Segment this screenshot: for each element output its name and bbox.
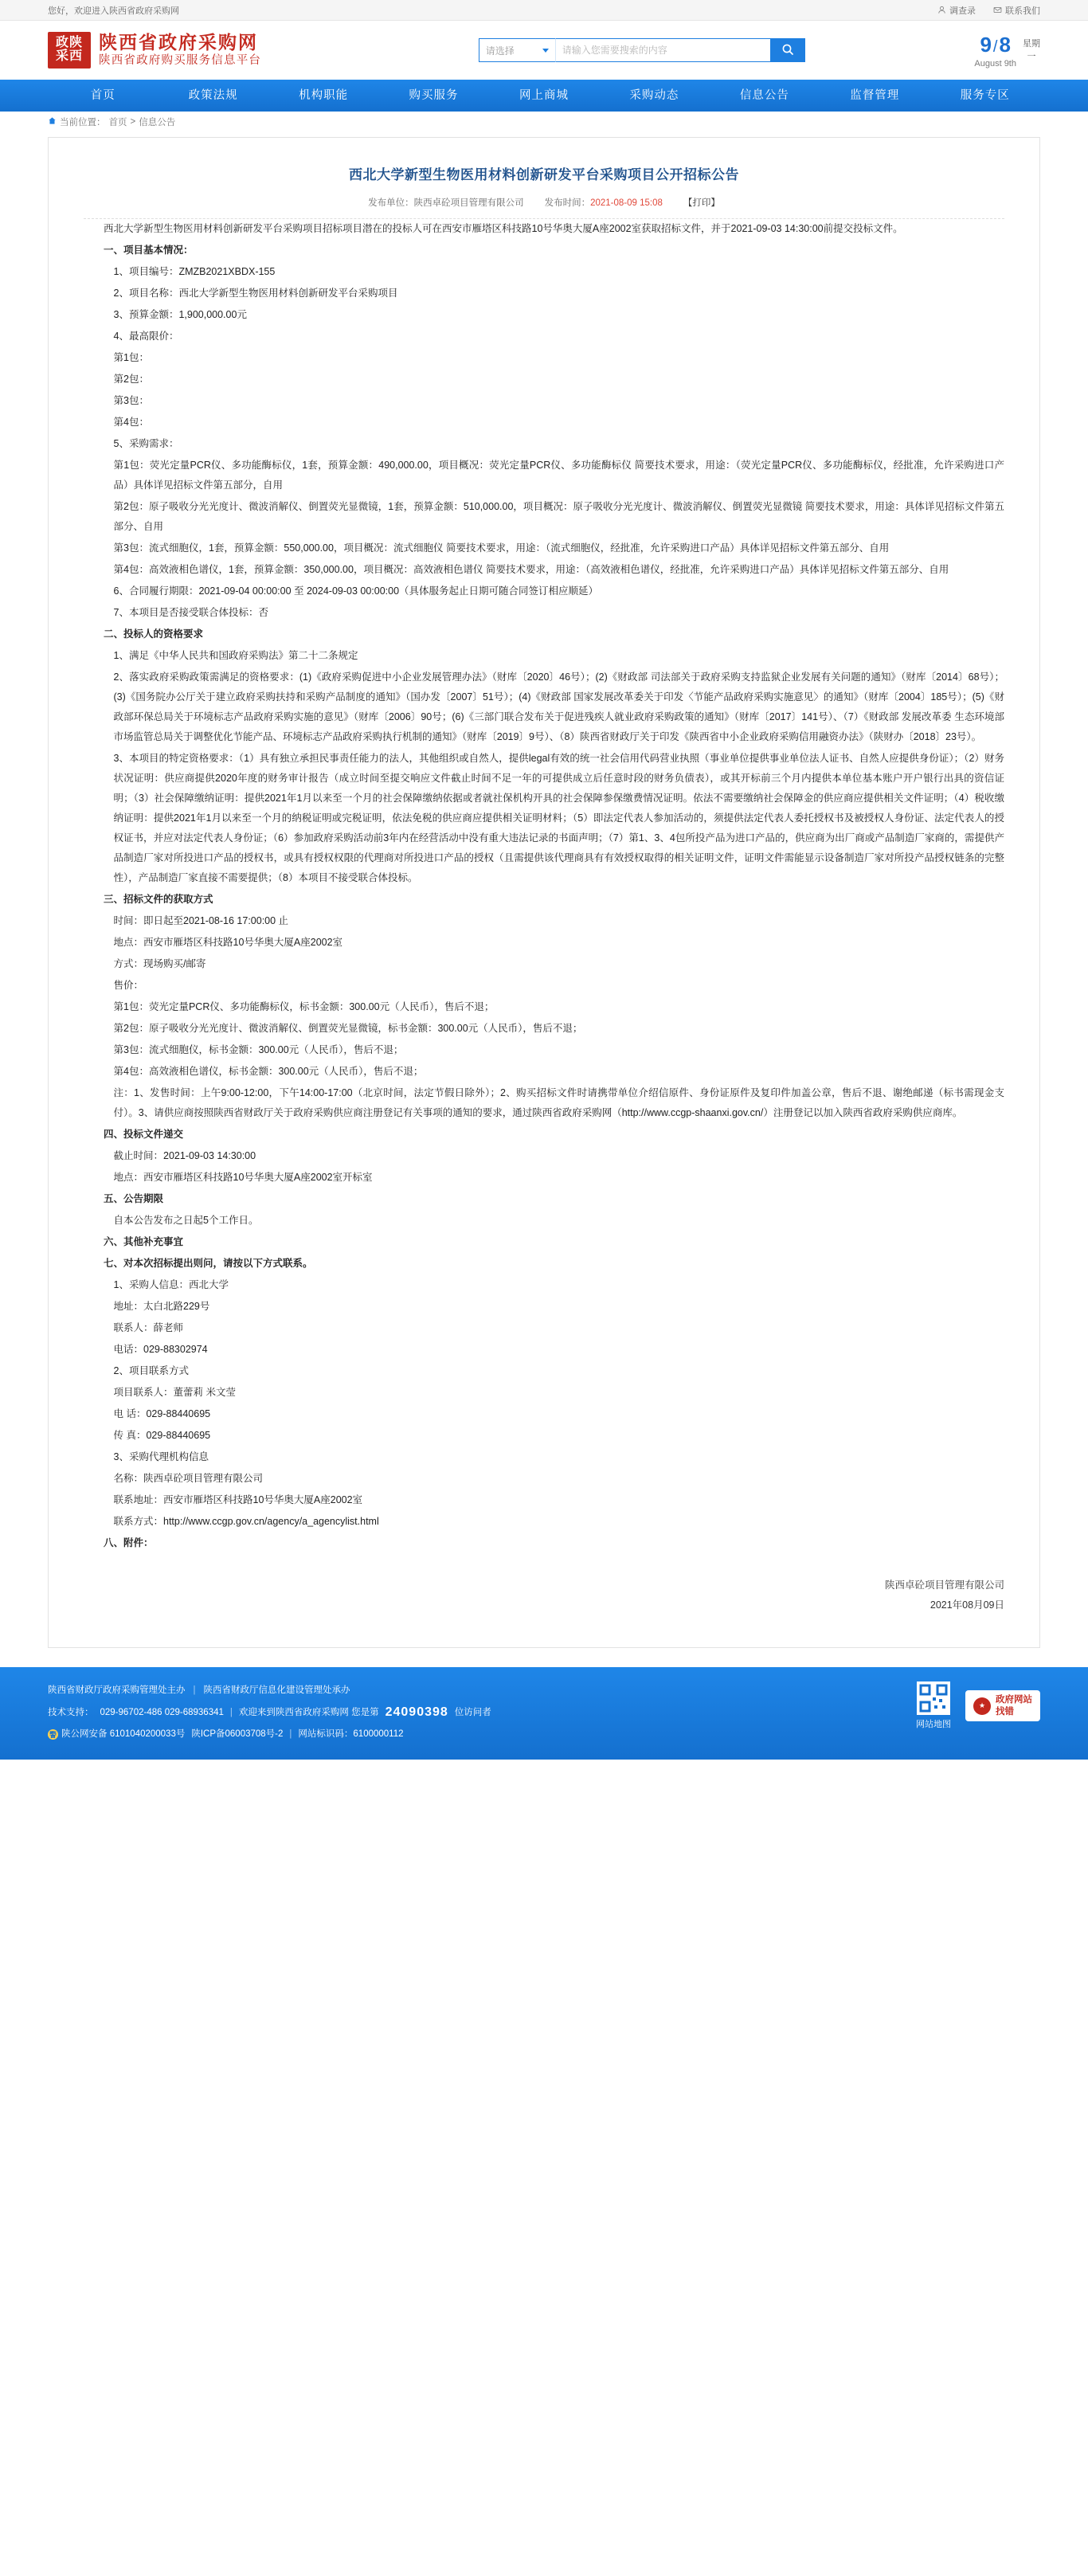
section-heading: 二、投标人的资格要求: [104, 628, 204, 640]
logo-text-1: 政陕: [55, 36, 83, 50]
publish-time: [545, 196, 663, 209]
section-line: 2、落实政府采购政策需满足的资格要求：(1)《政府采购促进中小企业发展管理办法》（财库〔2020〕46号）；(2)《财政部 司法部关于政府采购支持监狱企业发展有关问题的通知》（财库〔2014〕68号）；(3)《国务院办公厅关于建立政府采购扶持和采购产品制度的通知》（国办发〔2007〕51号）；(4)《财政部 国家发展改革委关于印发〈节能产品政府采购实施意见〉的通知》（财库〔2004〕185号）；(5)《财政部环保总局关于环境标志产品政府采购实施的意见》（财库〔2006〕90号；(6)《三部门联合发布关于促进残疾人就业政府采购政策的通知》（财库〔2017〕141号）、（7）《财政部 发展改革委 生态环境部 市场监管总局关于调整优化节能产品、环境标志产品政府采购执行机制的通知》（财库〔2019〕9号）、（8）陕西省财政厅关于印发《陕西省中小企业政府采购信用融资办法》（陕财办〔2018〕23号）。: [113, 671, 1004, 742]
search-bar: [479, 38, 805, 62]
date-slash: /: [992, 37, 998, 56]
qr-code-icon: [917, 1681, 950, 1715]
breadcrumb: [0, 112, 1088, 132]
gov-badge-text: [996, 1694, 1032, 1717]
section-line: 2、项目名称：西北大学新型生物医用材料创新研发平台采购项目: [113, 288, 398, 299]
section-line: 第2包：: [113, 374, 149, 385]
brand-text: [99, 32, 261, 68]
greeting-text: 您好，欢迎进入陕西省政府采购网: [48, 6, 179, 16]
section-line: 3、预算金额：1,900,000.00元: [113, 309, 247, 320]
nav-item-5[interactable]: 采购动态: [629, 89, 679, 102]
survey-link-label: 调查录: [949, 6, 976, 16]
section-line: 联系人：薛老师: [113, 1322, 184, 1333]
gov-website-badge[interactable]: [965, 1690, 1040, 1721]
sitemap-block[interactable]: [916, 1681, 951, 1730]
gov-badge-line2: 找错: [996, 1706, 1014, 1717]
police-record[interactable]: [48, 1725, 185, 1744]
section-line: 1、满足《中华人民共和国政府采购法》第二十二条规定: [113, 650, 358, 661]
section-line: 3、采购代理机构信息: [113, 1451, 209, 1462]
nav-item-7[interactable]: 监督管理: [850, 89, 900, 102]
weekday-value: 一: [1027, 52, 1036, 61]
footer-record-row: [48, 1725, 491, 1744]
nav-item-8[interactable]: 服务专区: [960, 89, 1010, 102]
breadcrumb-prefix: 当前位置：: [60, 118, 106, 127]
doc-lead: 西北大学新型生物医用材料创新研发平台采购项目招标项目潜在的投标人可在西安市雁塔区科技路10号华奥大厦A座2002室获取招标文件，并于2021-09-03 14:30:00前提交投标文件。: [104, 223, 903, 234]
utility-links: [937, 4, 1040, 17]
search-category-select[interactable]: [479, 38, 555, 62]
section-line: 名称：陕西卓砼项目管理有限公司: [113, 1473, 264, 1484]
gov-seal-icon: ★: [973, 1697, 991, 1715]
section-line: 传 真：029-88440695: [113, 1430, 211, 1441]
publisher: [368, 196, 524, 209]
breadcrumb-item-current[interactable]: 信息公告: [139, 118, 176, 127]
survey-link[interactable]: [937, 4, 976, 17]
section-line: 注：1、发售时间：上午9:00-12:00，下午14:00-17:00（北京时间，法定节假日除外）；2、购买招标文件时请携带单位介绍信原件、身份证原件及复印件加盖公章，售后不退、谢绝邮递（标书需现金支付）。3、请供应商按照陕西省财政厅关于政府采购供应商注册登记有关事项的通知的要求，通过陕西省政府采购网（http://www.ccgp-shaanxi.gov.cn/）注册登记以加入陕西省政府采购供应商库。: [113, 1087, 1004, 1118]
doc-sections: [84, 241, 1004, 1553]
search-category-value: 请选择: [485, 45, 515, 57]
nav-item-2[interactable]: 机构职能: [299, 89, 349, 102]
nav-item-0[interactable]: 首页: [90, 89, 115, 102]
date-english: August 9th: [974, 58, 1016, 69]
date-month: 9: [980, 32, 992, 57]
nav-item-4[interactable]: 网上商城: [519, 89, 569, 102]
visits-welcome: 欢迎来到陕西省政府采购网 您是第: [238, 1707, 379, 1717]
section-line: 1、项目编号：ZMZB2021XBDX-155: [113, 266, 276, 277]
chevron-down-icon: [542, 49, 549, 53]
search-icon: [781, 43, 794, 58]
announcement-card: [48, 137, 1040, 1648]
section-line: 第1包：荧光定量PCR仪、多功能酶标仪，标书金额：300.00元（人民币），售后不退；: [113, 1001, 495, 1012]
publisher-value: 陕西卓砼项目管理有限公司: [413, 198, 524, 208]
doc-meta: [84, 196, 1004, 219]
section-heading: 三、招标文件的获取方式: [104, 894, 213, 905]
breadcrumb-separator: >: [130, 117, 136, 127]
home-icon: [48, 116, 57, 127]
footer-support-row: [48, 1700, 491, 1725]
police-record-text: 陕公网安备 6101040200033号: [61, 1729, 186, 1739]
logo-text-2: 采西: [55, 49, 83, 63]
section-line: 电话：029-88302974: [113, 1344, 208, 1355]
support-label: 技术支持：: [48, 1707, 94, 1717]
section-line: 第3包：: [113, 395, 149, 406]
section-line: 时间：即日起至2021-08-16 17:00:00 止: [113, 915, 289, 926]
visits-count: 24090398: [385, 1705, 448, 1719]
section-heading: 七、对本次招标提出则问，请按以下方式联系。: [104, 1258, 313, 1269]
site-header: [0, 21, 1088, 80]
date-widget: [974, 33, 1040, 69]
support-phone: 029-96702-486 029-68936341: [100, 1707, 224, 1717]
user-icon: [937, 6, 946, 14]
section-line: 2、项目联系方式: [113, 1365, 189, 1376]
section-line: 4、最高限价：: [113, 331, 179, 342]
section-line: 截止时间：2021-09-03 14:30:00: [113, 1150, 256, 1161]
icp-record[interactable]: 陕ICP备06003708号-2: [191, 1729, 284, 1739]
footer-org-2: 陕西省财政厅信息化建设管理处承办: [203, 1685, 350, 1695]
footer-org-links: [48, 1681, 491, 1700]
search-input[interactable]: [555, 38, 770, 62]
weekday: [1023, 37, 1040, 64]
section-line: 6、合同履行期限：2021-09-04 00:00:00 至 2024-09-03 00:00:00（具体服务起止日期可随合同签订相应顺延）: [113, 585, 599, 597]
section-line: 地址：太白北路229号: [113, 1301, 210, 1312]
section-line: 第2包：原子吸收分光光度计、微波消解仪、倒置荧光显微镜，标书金额：300.00元（人民币），售后不退；: [113, 1023, 583, 1034]
section-line: 第1包：: [113, 352, 149, 363]
nav-item-6[interactable]: 信息公告: [739, 89, 789, 102]
signature-company: 陕西卓砼项目管理有限公司: [884, 1580, 1004, 1591]
site-identifier: 网站标识码：6100000112: [298, 1729, 404, 1739]
section-line: 第2包：原子吸收分光光度计、微波消解仪、倒置荧光显微镜，1套，预算金额：510,000.00，项目概况：原子吸收分光光度计、微波消解仪、倒置荧光显微镜 简要技术要求，用途：具体详见招标文件第五部分、自用: [113, 501, 1004, 532]
footer-right: [916, 1681, 1040, 1730]
section-heading: 六、其他补充事宜: [104, 1236, 184, 1247]
section-heading: 八、附件：: [104, 1537, 154, 1548]
section-line: 第4包：高效液相色谱仪，1套，预算金额：350,000.00，项目概况：高效液相色谱仪 简要技术要求，用途：（高效液相色谱仪，经批准，允许采购进口产品）具体详见招标文件第五部分、自用: [113, 564, 949, 575]
sitemap-label: 网站地图: [916, 1720, 951, 1729]
footer-divider-3: |: [289, 1729, 292, 1739]
section-line: 1、采购人信息：西北大学: [113, 1279, 229, 1290]
contact-link-label: 联系我们: [1005, 6, 1040, 16]
nav-item-1[interactable]: 政策法规: [188, 89, 238, 102]
section-line: 项目联系人：董蕾莉 米文莹: [113, 1387, 236, 1398]
contact-link[interactable]: [993, 4, 1040, 17]
publish-time-label: 发布时间：: [544, 198, 591, 208]
content-wrap: [0, 132, 1088, 1648]
section-line: 地点：西安市雁塔区科技路10号华奥大厦A座2002室开标室: [113, 1172, 373, 1183]
brand[interactable]: [48, 32, 261, 69]
section-line: 第3包：流式细胞仪，1套，预算金额：550,000.00，项目概况：流式细胞仪 简要技术要求，用途：（流式细胞仪，经批准，允许采购进口产品）具体详见招标文件第五部分、自用: [113, 542, 890, 554]
signature-date: 2021年08月09日: [929, 1599, 1004, 1611]
site-footer: [0, 1667, 1088, 1760]
brand-subtitle: 陕西省政府购买服务信息平台: [99, 53, 262, 67]
search-button[interactable]: [770, 38, 805, 62]
section-line: 联系地址：西安市雁塔区科技路10号华奥大厦A座2002室: [113, 1494, 363, 1505]
section-line: 第4包：高效液相色谱仪，标书金额：300.00元（人民币），售后不退；: [113, 1066, 424, 1077]
section-heading: 四、投标文件递交: [104, 1129, 184, 1140]
weekday-label: 星期: [1022, 38, 1040, 49]
section-heading: 一、项目基本情况：: [104, 245, 194, 256]
date-day: 8: [999, 32, 1011, 57]
print-button[interactable]: 【打印】: [683, 198, 720, 208]
section-line: 电 话：029-88440695: [113, 1408, 211, 1419]
main-nav: [0, 80, 1088, 112]
date-numbers: [974, 33, 1016, 69]
section-line: 7、本项目是否接受联合体投标：否: [113, 607, 268, 618]
brand-title: 陕西省政府采购网: [99, 32, 258, 53]
footer-divider: |: [193, 1685, 196, 1695]
section-line: 第3包：流式细胞仪，标书金额：300.00元（人民币），售后不退；: [113, 1044, 404, 1055]
publisher-label: 发布单位：: [368, 198, 414, 208]
section-line: 第1包：荧光定量PCR仪、多功能酶标仪，1套，预算金额：490,000.00，项目概况：荧光定量PCR仪、多功能酶标仪 简要技术要求，用途：（荧光定量PCR仪、多功能酶标仪，经批准，允许采购进口产品）具体详见招标文件第五部分，自用: [113, 460, 1004, 491]
footer-org-1: 陕西省财政厅政府采购管理处主办: [48, 1685, 186, 1695]
breadcrumb-item-home[interactable]: 首页: [108, 118, 127, 127]
page-title: 西北大学新型生物医用材料创新研发平台采购项目公开招标公告: [349, 167, 739, 182]
section-line: 5、采购需求：: [113, 438, 179, 449]
section-line: 联系方式：http://www.ccgp.gov.cn/agency/a_agencylist.html: [113, 1516, 379, 1527]
signature-block: [84, 1576, 1004, 1615]
section-line: 售价：: [113, 980, 144, 991]
footer-left: [48, 1681, 491, 1744]
section-heading: 五、公告期限: [104, 1193, 164, 1204]
site-logo: [48, 32, 91, 69]
section-line: 第4包：: [113, 417, 149, 428]
gov-badge-line1: 政府网站: [996, 1695, 1032, 1705]
section-line: 方式：现场购买/邮寄: [113, 958, 206, 969]
police-badge-icon: 警: [49, 1730, 57, 1739]
footer-divider-2: |: [229, 1707, 233, 1717]
utility-bar: [0, 0, 1088, 21]
visits-suffix: 位访问者: [454, 1707, 491, 1717]
publish-time-value: 2021-08-09 15:08: [590, 198, 663, 208]
section-line: 自本公告发布之日起5个工作日。: [113, 1215, 259, 1226]
nav-item-3[interactable]: 购买服务: [409, 89, 459, 102]
section-line: 地点：西安市雁塔区科技路10号华奥大厦A座2002室: [113, 937, 343, 948]
doc-body: [84, 219, 1004, 1553]
section-line: 3、本项目的特定资格要求：（1）具有独立承担民事责任能力的法人，其他组织或自然人，提供legal有效的统一社会信用代码营业执照（事业单位提供事业单位法人证书、自然人应提供身份证）；（2）财务状况证明：供应商提供2020年度的财务审计报告（成立时间至提交响应文件截止时间不足一年的可提供成立后任意时段的财务负债表），或其开标前三个月内提供本单位基本账户开户银行出具的资信证明；（3）社会保障缴纳证明：提供2021年1月以来至一个月的社会保障缴纳依据或者就社保机构开具的社会保障参保缴费情况证明。依法不需要缴纳社会保障金的供应商应提供相关文件证明；（4）税收缴纳证明：提供2021年1月以来至一个月的纳税证明或完税证明，依法免税的供应商应提供相关证明材料；（5）即法定代表人参加活动的，须提供法定代表人委托授权书及被授权人身份证、法定代表人的授权证书，并应对法定代表人身份证；（6）参加政府采购活动前3年内在经营活动中没有重大违法记录的书面声明；（7）第1、3、4包所投产品为进口产品的，供应商为出厂商或产品制造厂家商的，需提供产品制造厂家对所投进口产品的授权书，或具有授权权限的代理商对所投进口产品的授权（且需提供该代理商具有有效授权取得的相关证明文件，证明文件需能显示设备制造厂家对所投产品授权链条的完整性），产品制造厂家直接不需要提供；（8）本项目不接受联合体投标。: [113, 753, 1004, 883]
mail-icon: [993, 6, 1002, 14]
